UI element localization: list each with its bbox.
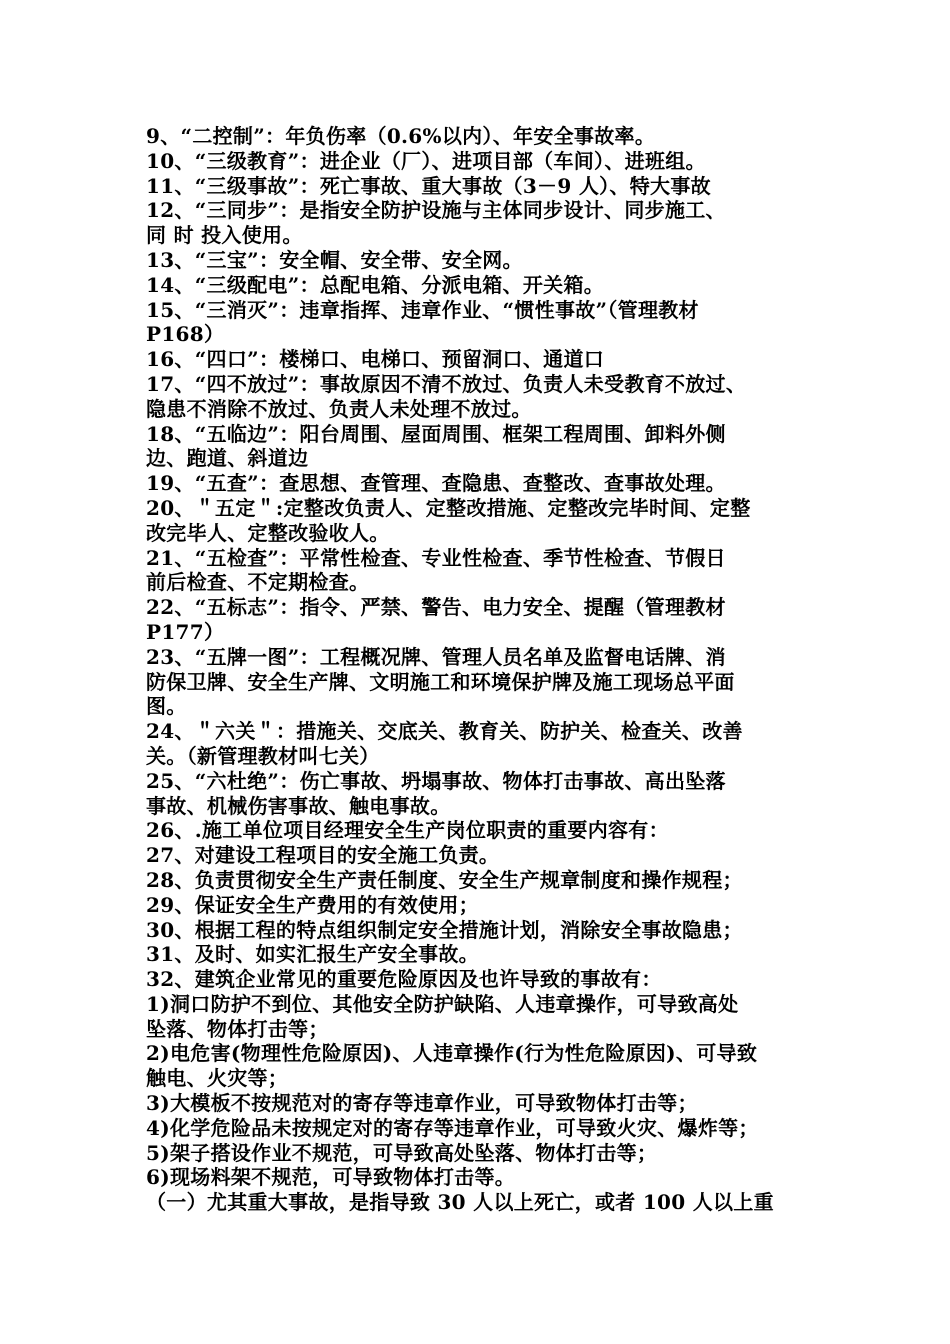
document-body [146, 124, 836, 1240]
text-line: 24、＂六关＂：措施关、交底关、教育关、防护关、检查关、改善 [146, 719, 743, 744]
text-line: 关。（新管理教材叫七关） [146, 743, 380, 768]
text-line: 11、“三级事故”：死亡事故、重大事故（3－9 人）、特大事故 [146, 173, 711, 198]
text-line: 29、保证安全生产费用的有效使用； [146, 892, 479, 917]
text-line: 17、“四不放过”：事故原因不清不放过、负责人未受教育不放过、 [146, 371, 747, 396]
text-line: 22、“五标志”：指令、严禁、警告、电力安全、提醒（管理教材 [146, 595, 726, 620]
text-line: 28、负责贯彻安全生产责任制度、安全生产规章制度和操作规程； [146, 867, 743, 892]
text-line: 3)大模板不按规范对的寄存等违章作业，可导致物体打击等； [146, 1091, 698, 1116]
text-line: 25、“六杜绝”：伤亡事故、坍塌事故、物体打击事故、高出坠落 [146, 768, 726, 793]
text-line: 20、＂五定＂:定整改负责人、定整改措施、定整改完毕时间、定整 [146, 495, 751, 520]
text-line: 触电、火灾等； [146, 1066, 289, 1091]
text-line: （一）尤其重大事故，是指导致 30 人以上死亡，或者 100 人以上重 [146, 1190, 774, 1215]
text-line: 21、“五检查”：平常性检查、专业性检查、季节性检查、节假日 [146, 545, 726, 570]
text-line: 10、“三级教育”：进企业（厂）、进项目部（车间）、进班组。 [146, 148, 706, 173]
text-line: 32、建筑企业常见的重要危险原因及也许导致的事故有： [146, 967, 662, 992]
text-line: 边、跑道、斜道边 [146, 446, 309, 471]
text-line: 隐患不消除不放过、负责人未处理不放过。 [146, 396, 532, 421]
text-line: 同 时 投入使用。 [146, 223, 303, 248]
text-line: 19、“五查”：查思想、查管理、查隐患、查整改、查事故处理。 [146, 471, 726, 496]
text-line: 15、“三消灭”：违章指挥、违章作业、“惯性事故”（管理教材 [146, 297, 699, 322]
text-line: 5)架子搭设作业不规范，可导致高处坠落、物体打击等； [146, 1140, 658, 1165]
text-line: 30、根据工程的特点组织制定安全措施计划，消除安全事故隐患； [146, 917, 743, 942]
text-line: P168） [146, 322, 225, 347]
text-line: P177） [146, 619, 225, 644]
text-line: 前后检查、不定期检查。 [146, 570, 370, 595]
text-line: 6)现场料架不规范，可导致物体打击等。 [146, 1165, 516, 1190]
text-line: 坠落、物体打击等； [146, 1016, 329, 1041]
text-line: 13、“三宝”：安全帽、安全带、安全网。 [146, 247, 523, 272]
text-line: 1)洞口防护不到位、其他安全防护缺陷、人违章操作，可导致高处 [146, 991, 739, 1016]
text-line: 9、“二控制”：年负伤率（0.6%以内）、年安全事故率。 [146, 124, 656, 148]
text-line: 26、.施工单位项目经理安全生产岗位职责的重要内容有： [146, 818, 669, 843]
text-line: 18、“五临边”：阳台周围、屋面周围、框架工程周围、卸料外侧 [146, 421, 726, 446]
text-line: 14、“三级配电”：总配电箱、分派电箱、开关箱。 [146, 272, 605, 297]
text-line: 事故、机械伤害事故、触电事故。 [146, 793, 451, 818]
text-line: 2)电危害(物理性危险原因)、人违章操作(行为性危险原因)、可导致 [146, 1041, 758, 1066]
text-line: 4)化学危险品未按规定对的寄存等违章作业，可导致火灾、爆炸等； [146, 1115, 759, 1140]
text-line: 12、“三同步”：是指安全防护设施与主体同步设计、同步施工、 [146, 198, 726, 223]
text-line: 31、及时、如实汇报生产安全事故。 [146, 942, 479, 967]
text-line: 27、对建设工程项目的安全施工负责。 [146, 843, 500, 868]
text-line: 23、“五牌一图”：工程概况牌、管理人员名单及监督电话牌、消 [146, 644, 726, 669]
text-line: 改完毕人、定整改验收人。 [146, 520, 390, 545]
text-line [146, 1215, 836, 1240]
text-line: 16、“四口”：楼梯口、电梯口、预留洞口、通道口 [146, 347, 605, 372]
text-line: 图。 [146, 694, 187, 719]
text-line: 防保卫牌、安全生产牌、文明施工和环境保护牌及施工现场总平面 [146, 669, 735, 694]
